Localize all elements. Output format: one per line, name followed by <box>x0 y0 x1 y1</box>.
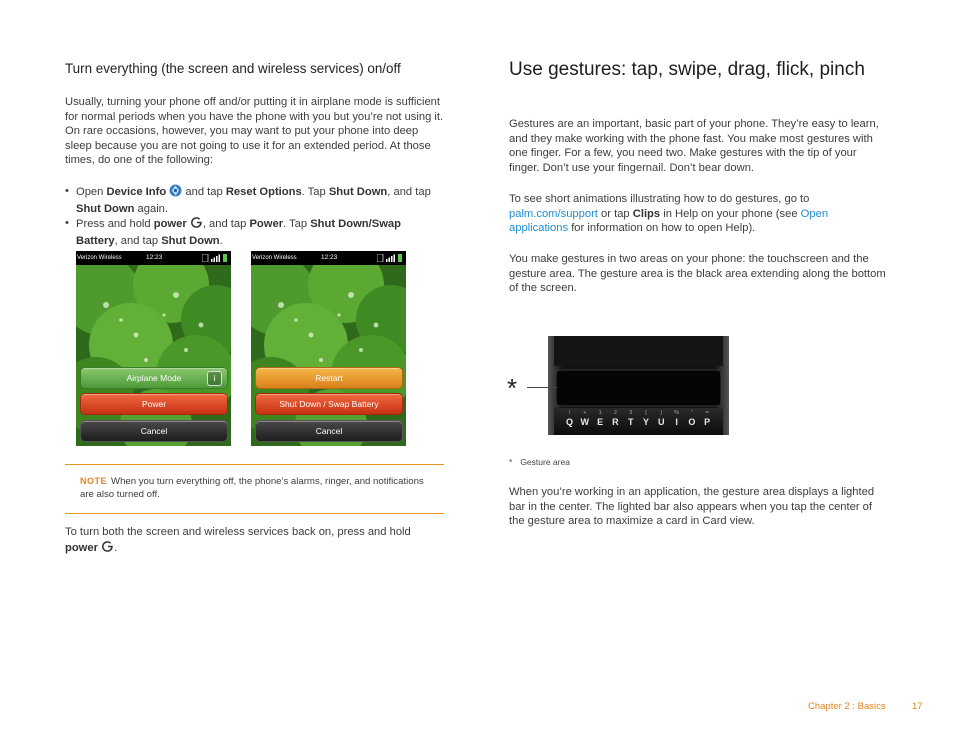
figure-caption <box>509 457 570 467</box>
key-label: E <box>597 417 604 427</box>
caption-text: Gesture area <box>520 457 570 467</box>
key-alt-label: + <box>583 410 587 416</box>
list-item <box>65 184 445 216</box>
power-button[interactable]: Power <box>80 393 228 415</box>
note-divider-bottom <box>65 513 444 514</box>
key-label: U <box>658 417 665 427</box>
text-run: To see short animations illustrating how to do gestures, go to <box>509 193 810 205</box>
signal-battery-icon <box>202 254 228 268</box>
status-bar <box>251 251 406 265</box>
power-icon <box>101 540 114 558</box>
keyboard-top-row <box>563 410 718 432</box>
key-label: Y <box>642 417 649 427</box>
key-label: O <box>688 417 696 427</box>
gesture-areas-paragraph: You make gestures in two areas on your phone: the touchscreen and the gesture area. The gesture area is the black area extending along the bottom of the screen. <box>509 253 886 295</box>
device-info-icon <box>169 184 182 202</box>
key-label: P <box>704 417 711 427</box>
key-label: Q <box>565 417 573 427</box>
leaf-wallpaper <box>76 265 231 446</box>
signal-battery-icon <box>377 254 403 268</box>
outro-paragraph <box>65 525 445 557</box>
text-run: in Help on your phone (see <box>660 207 801 220</box>
text-run: . Tap <box>283 218 311 230</box>
cancel-button[interactable]: Cancel <box>255 420 403 442</box>
palm-support-link[interactable]: palm.com/support <box>509 207 598 220</box>
ui-term: Shut Down <box>161 234 220 247</box>
key-label: W <box>580 417 590 427</box>
key-alt-label: ( <box>645 410 647 416</box>
intro-paragraph: Usually, turning your phone off and/or putting it in airplane mode is sufficient for normal periods when you have the phone with you but you’re not using it. On rare occasions, however, you may want to put your phone into deep sleep because you are not going to use it for an extended period. At those times, do one of the following: <box>65 96 444 167</box>
text-run: for information on how to open Help). <box>568 222 756 235</box>
animations-paragraph <box>509 192 889 236</box>
page-number: 17 <box>912 701 923 712</box>
gestures-intro-paragraph: Gestures are an important, basic part of your phone. They’re easy to learn, and they make working with the phone fast. You make most gestures with one finger. For a few, you need two. Make gestures with the tip of your finger. Don’t use your fingernail. Don’t bear down. <box>509 118 879 174</box>
keyboard-key <box>640 410 653 431</box>
callout-asterisk: * <box>507 373 518 403</box>
phone-screenshot-power-menu <box>251 251 406 446</box>
keyboard-key <box>563 410 576 431</box>
status-bar <box>76 251 231 265</box>
key-label: T <box>627 417 634 427</box>
keyboard-key <box>655 410 668 431</box>
restart-button[interactable]: Restart <box>255 367 403 389</box>
instruction-list-2 <box>65 216 445 248</box>
key-label: I <box>675 417 678 427</box>
ui-term: Device Info <box>106 186 167 198</box>
caption-star: * <box>509 457 513 467</box>
text-run: or tap <box>597 207 633 220</box>
ui-term: Shut Down <box>328 186 388 198</box>
keyboard-key <box>701 410 714 431</box>
open-applications-link[interactable]: Open applications <box>509 207 829 235</box>
text-run: Open <box>76 186 107 198</box>
ui-term: Power <box>249 218 284 230</box>
key-alt-label: % <box>674 410 680 416</box>
info-icon[interactable]: i <box>207 371 222 386</box>
chapter-footer: Chapter 2 : Basics <box>808 701 886 712</box>
text-run: . <box>219 234 223 247</box>
section-heading-power: Turn everything (the screen and wireless services) on/off <box>65 61 401 76</box>
ui-term: power <box>153 218 187 230</box>
key-alt-label: " <box>690 410 693 416</box>
key-alt-label: ) <box>660 410 663 416</box>
keyboard-key <box>594 410 607 431</box>
ui-term: power <box>65 541 98 554</box>
callout-line <box>527 387 557 388</box>
shut-down-swap-battery-button[interactable]: Shut Down / Swap Battery <box>255 393 403 415</box>
note-label: NOTE <box>80 476 108 486</box>
keyboard-key <box>670 410 683 431</box>
section-heading-gestures: Use gestures: tap, swipe, drag, flick, pinch <box>509 59 865 80</box>
ui-term: Shut Down <box>76 202 135 215</box>
ui-term: Reset Options <box>225 186 302 198</box>
text-run: and tap <box>185 186 226 198</box>
keyboard-key <box>578 410 591 431</box>
lighted-bar-paragraph: When you’re working in an application, the gesture area displays a lighted bar in the center. The lighted bar also appears when you tap the center of the gesture area to maximize a card in Card view. <box>509 486 875 528</box>
text-run: To turn both the screen and wireless services back on, press and hold <box>65 526 411 538</box>
text-run: , and tap <box>114 234 162 247</box>
leaf-wallpaper <box>251 265 406 446</box>
key-alt-label: 3 <box>629 410 633 416</box>
phone-screenshot-airplane-menu <box>76 251 231 446</box>
ui-term: Shut Down/Swap Battery <box>76 218 401 247</box>
text-run: . Tap <box>301 186 329 198</box>
text-run: Press and hold <box>76 218 154 230</box>
status-time: 12:23 <box>146 254 163 261</box>
text-run: , and tap <box>387 186 431 198</box>
keyboard-key <box>685 410 698 431</box>
text-run: . <box>114 541 118 554</box>
carrier-name: Verizon Wireless <box>77 255 122 261</box>
note-divider-top <box>65 464 444 465</box>
list-item <box>65 216 445 248</box>
ui-term: Clips <box>632 207 661 220</box>
key-alt-label: 2 <box>613 410 617 416</box>
cancel-button[interactable]: Cancel <box>80 420 228 442</box>
key-label: R <box>612 417 619 427</box>
power-icon <box>190 216 203 234</box>
text-run: again. <box>134 202 169 215</box>
status-time: 12:23 <box>321 254 338 261</box>
gesture-area-figure <box>548 336 729 435</box>
text-run: , and tap <box>202 218 250 230</box>
key-alt-label: = <box>705 410 709 416</box>
key-alt-label: 1 <box>598 410 602 416</box>
instruction-list-1 <box>65 184 445 216</box>
airplane-mode-button[interactable] <box>80 367 228 389</box>
carrier-name: Verizon Wireless <box>252 255 297 261</box>
button-label: Airplane Mode <box>126 373 182 383</box>
keyboard-key <box>609 410 622 431</box>
key-alt-label: / <box>568 410 571 416</box>
note-box <box>80 475 435 502</box>
keyboard-key <box>624 410 637 431</box>
note-text: When you turn everything off, the phone’s alarms, ringer, and notifications are also turned off. <box>80 476 424 500</box>
